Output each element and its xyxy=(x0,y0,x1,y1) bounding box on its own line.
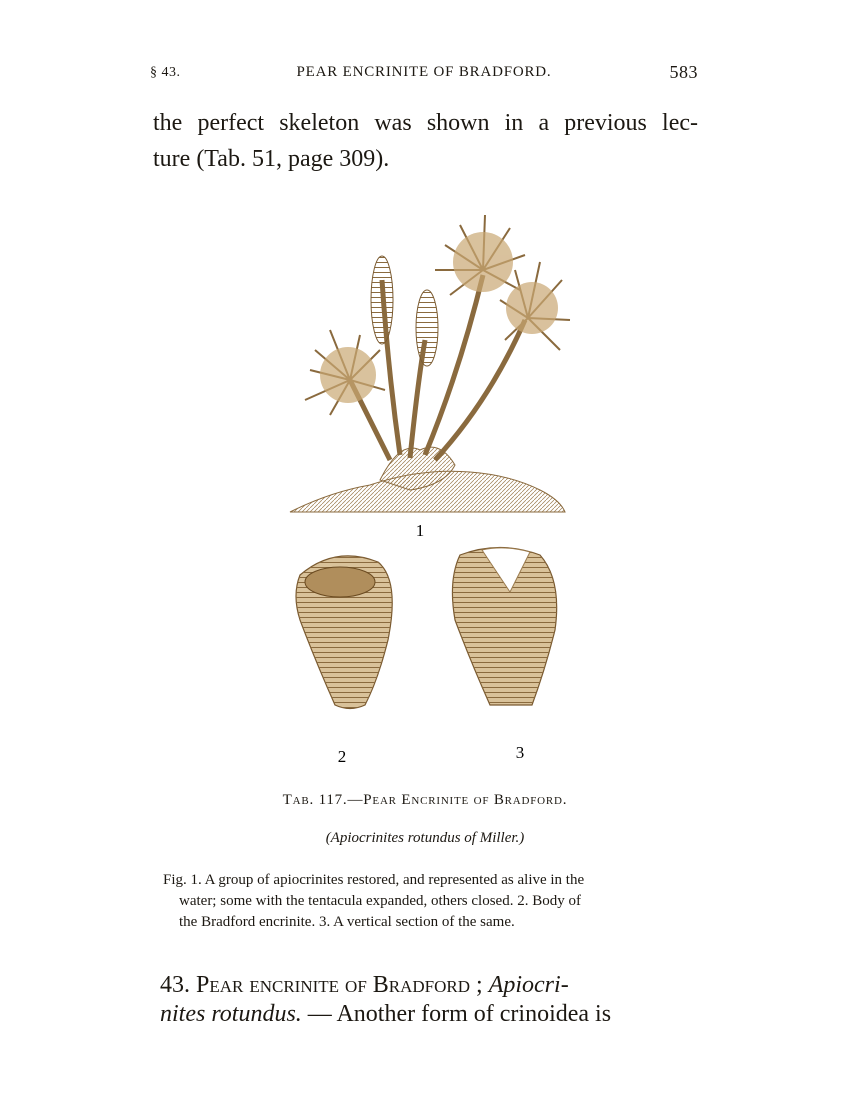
page-number: 583 xyxy=(669,62,698,82)
latin-name-part-2: nites rotundus. xyxy=(160,1001,302,1027)
section-body-start: — Another form of crinoidea is xyxy=(307,1001,612,1027)
section-heading: Pear encrinite of Bradford ; xyxy=(196,972,483,998)
figure-label-2: 2 xyxy=(337,747,347,766)
section-marker: § 43. xyxy=(150,65,181,80)
table-caption-subtitle: (Apiocrinites rotundus of Miller.) xyxy=(325,830,525,846)
figure-description xyxy=(163,870,703,933)
intro-line-1: the perfect skeleton was shown in a previous lec- xyxy=(153,110,698,136)
running-header xyxy=(150,60,698,88)
figure-label-3: 3 xyxy=(515,743,525,762)
figure-3-vertical-section xyxy=(452,548,556,706)
figure-label-1: 1 xyxy=(415,521,425,540)
running-title: PEAR ENCRINITE OF BRADFORD. xyxy=(296,64,552,80)
table-caption-title: Tab. 117.—Pear Encrinite of Bradford. xyxy=(282,792,568,808)
intro-line-2: ture (Tab. 51, page 309). xyxy=(153,146,390,172)
figure-description-line-3: the Bradford encrinite. 3. A vertical section of the same. xyxy=(179,914,515,930)
figure-1-crinoid-group xyxy=(290,215,570,512)
section-heading-line-2 xyxy=(160,997,705,1031)
section-number: 43. xyxy=(160,972,190,998)
crinoid-illustration xyxy=(270,200,590,780)
figure-2-encrinite-body xyxy=(296,556,392,709)
figure-description-line-1: Fig. 1. A group of apiocrinites restored, and represented as alive in the xyxy=(163,872,585,888)
figure-description-line-2: water; some with the tentacula expanded, others closed. 2. Body of xyxy=(179,893,581,909)
latin-name-part-1: Apiocri- xyxy=(488,972,569,998)
